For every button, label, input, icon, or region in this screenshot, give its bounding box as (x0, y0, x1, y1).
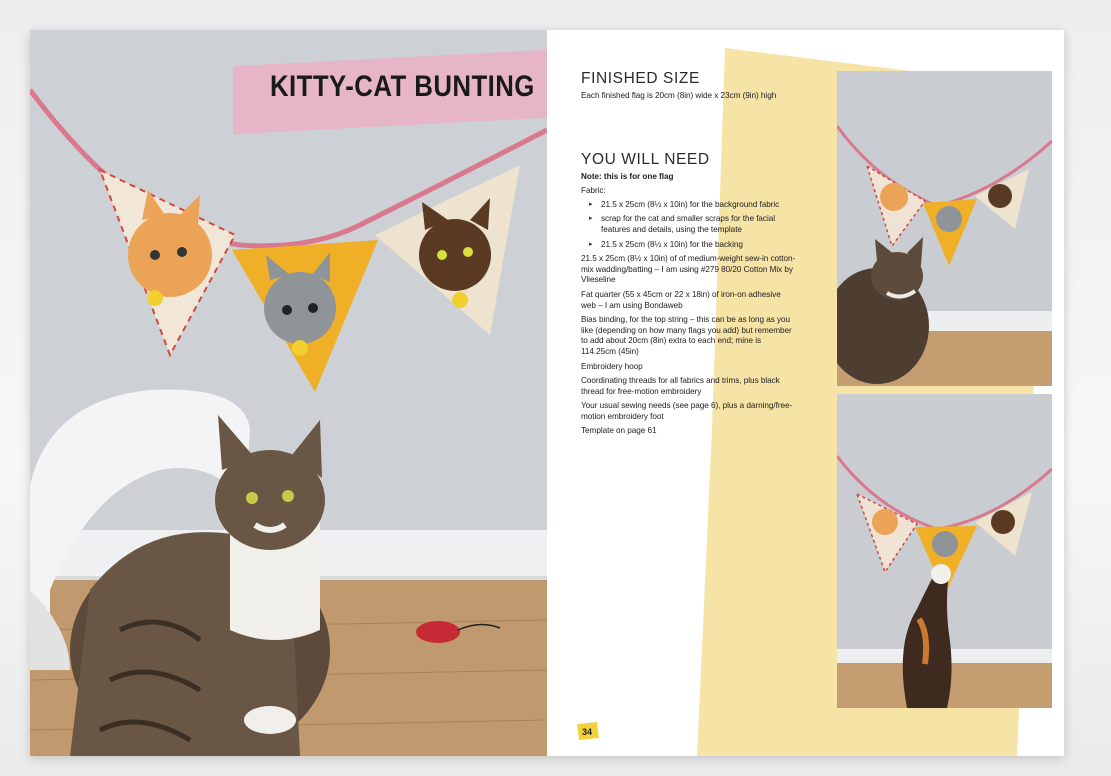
list-item: ▸ 21.5 x 25cm (8½ x 10in) for the backing (581, 240, 796, 251)
note-text: Note: this is for one flag (581, 171, 674, 181)
template-reference: Template on page 61 (581, 426, 657, 436)
main-photo (30, 30, 547, 756)
adhesive-web-text: Fat quarter (55 x 45cm or 22 x 18in) of iron-on adhesive web – I am using Bondaweb (581, 289, 781, 310)
you-will-need-heading: YOU WILL NEED (581, 150, 710, 168)
bottom-photo (837, 394, 1052, 708)
fabric-label: Fabric: (581, 186, 606, 196)
list-item: ▸ scrap for the cat and smaller scraps for the facial features and details, using the template (581, 214, 796, 235)
page-title: KITTY-CAT BUNTING (270, 70, 535, 103)
bias-binding-text: Bias binding, for the top string – this can be as long as you like (depending on how many flags you add) but remember to add about 20cm (8in) extra to each end; mine is 114.25cm (45in) (581, 315, 792, 356)
wadding-text: 21.5 x 25cm (8½ x 10in) of of medium-weight sew-in cotton-mix wadding/batting – I am using #279 80/20 Cotton Mix by Vlieseline (581, 254, 796, 285)
right-page (547, 30, 1064, 756)
page-number: 34 (582, 727, 593, 737)
bottom-photo-illustration (837, 394, 1052, 708)
book-spread (30, 30, 1064, 756)
top-photo-illustration (837, 71, 1052, 386)
list-item: ▸ 21.5 x 25cm (8½ x 10in) for the background fabric (581, 200, 796, 211)
top-photo (837, 71, 1052, 386)
sewing-needs-text: Your usual sewing needs (see page 6), plus a darning/free-motion embroidery foot (581, 401, 793, 421)
main-photo-illustration (30, 30, 547, 756)
finished-size-text: Each finished flag is 20cm (8in) wide x 23cm (9in) high (581, 91, 777, 100)
finished-size-heading: FINISHED SIZE (581, 70, 700, 87)
embroidery-hoop-text: Embroidery hoop (581, 361, 643, 371)
fabric-list (581, 200, 796, 250)
text-column (581, 70, 796, 437)
threads-text: Coordinating threads for all fabrics and trims, plus black thread for free-motion embroidery (581, 376, 780, 396)
